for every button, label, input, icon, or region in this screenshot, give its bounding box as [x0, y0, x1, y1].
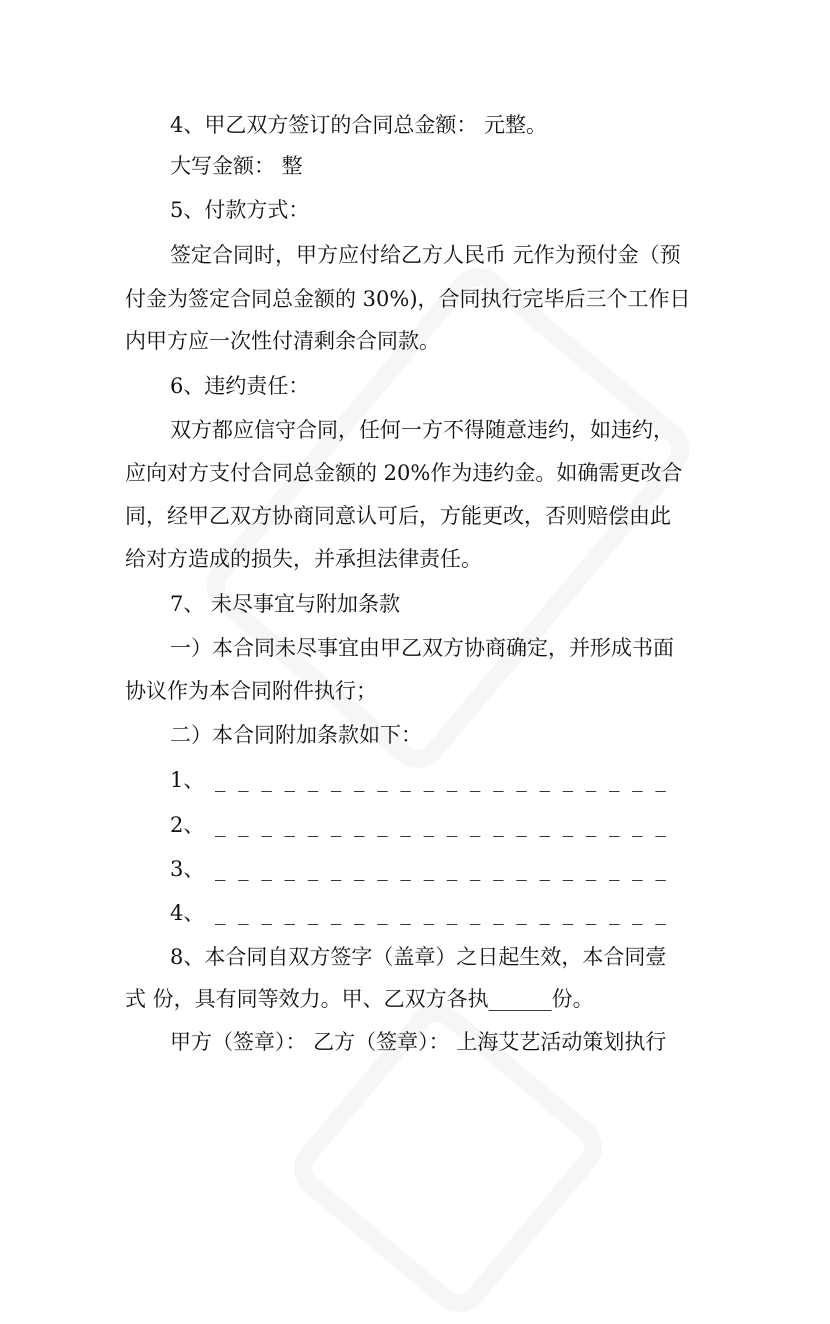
additional-clause-number: 3、	[170, 857, 205, 881]
clause-one-text: 协议作为本合同附件执行；	[125, 679, 377, 703]
additional-clause-number: 2、	[170, 813, 205, 837]
signature-line: 甲方（签章）： 乙方（签章）： 上海艾艺活动策划执行	[170, 1030, 667, 1054]
clause-two-text: 二）本合同附加条款如下：	[170, 723, 422, 747]
clause-one-text: 一）本合同未尽事宜由甲乙双方协商确定，并形成书面	[170, 636, 674, 660]
payment-text: 签定合同时，甲方应付给乙方人民币 元作为预付金（预	[170, 243, 681, 267]
section-5-heading: 5、付款方式：	[170, 198, 310, 222]
additional-clause-number: 1、	[170, 768, 205, 792]
section-8-text: 8、本合同自双方签字（盖章）之日起生效，本合同壹	[170, 945, 667, 969]
additional-clause-blank: _ _ _ _ _ _ _ _ _ _ _ _ _ _ _ _ _ _ _ _	[215, 768, 669, 792]
additional-clause-blank: _ _ _ _ _ _ _ _ _ _ _ _ _ _ _ _ _ _ _ _	[215, 857, 669, 881]
section-6-heading: 6、违约责任：	[170, 374, 310, 398]
liability-text: 双方都应信守合同，任何一方不得随意违约，如违约，	[170, 418, 674, 442]
payment-text: 付金为签定合同总金额的 30%)，合同执行完毕后三个工作日	[125, 287, 691, 311]
section-7-heading: 7、 未尽事宜与附加条款	[170, 592, 401, 616]
amount-in-words: 大写金额： 整	[170, 154, 303, 178]
additional-clause-number: 4、	[170, 901, 205, 925]
additional-clause-blank: _ _ _ _ _ _ _ _ _ _ _ _ _ _ _ _ _ _ _ _	[215, 901, 669, 925]
liability-text: 应向对方支付合同总金额的 20%作为违约金。如确需更改合	[125, 461, 683, 485]
liability-text: 同，经甲乙双方协商同意认可后，方能更改，否则赔偿由此	[125, 504, 671, 528]
section-8-text: 式 份，具有同等效力。甲、乙双方各执______份。	[125, 987, 594, 1011]
liability-text: 给对方造成的损失，并承担法律责任。	[125, 547, 482, 571]
additional-clause-blank: _ _ _ _ _ _ _ _ _ _ _ _ _ _ _ _ _ _ _ _	[215, 813, 669, 837]
payment-text: 内甲方应一次性付清剩余合同款。	[125, 329, 440, 353]
section-4-total: 4、甲乙双方签订的合同总金额： 元整。	[170, 113, 548, 137]
